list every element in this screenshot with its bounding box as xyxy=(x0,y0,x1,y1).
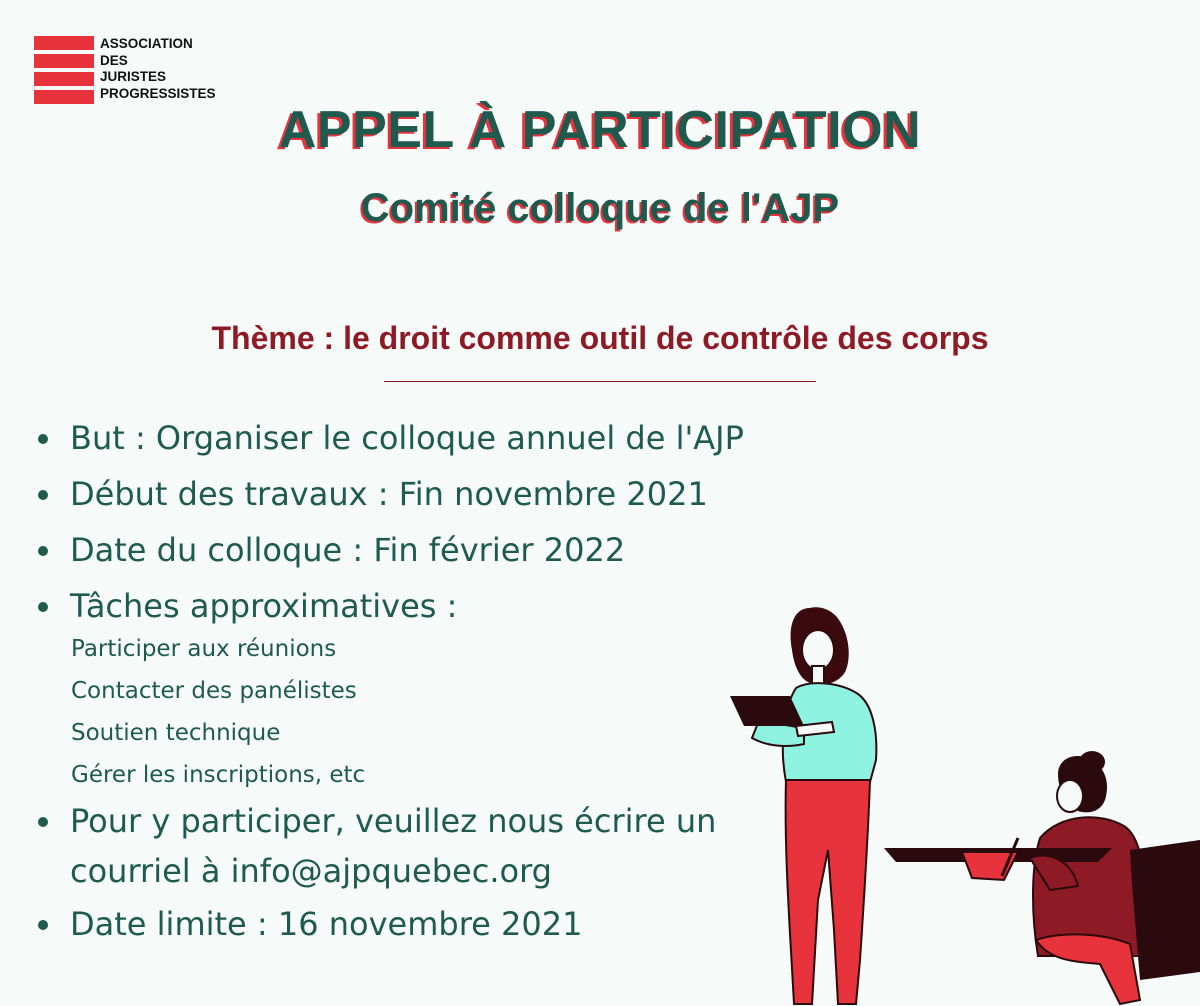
theme-heading: Thème : le droit comme outil de contrôle des corps xyxy=(211,320,989,356)
task-item: Soutien technique xyxy=(71,720,281,746)
logo-line: DES xyxy=(100,52,128,68)
contact-line-2: courriel à info@ajpquebec.org xyxy=(70,852,552,890)
standing-woman-figure xyxy=(730,607,876,1004)
task-item: Contacter des panélistes xyxy=(71,678,357,704)
deadline-item: Date limite : 16 novembre 2021 xyxy=(38,896,798,952)
logo-text xyxy=(100,36,216,102)
page-subtitle: Comité colloque de l'AJP xyxy=(360,186,840,230)
list-item: But : Organiser le colloque annuel de l'AJP xyxy=(38,410,798,466)
logo-line: ASSOCIATION xyxy=(100,36,193,51)
logo xyxy=(34,36,264,108)
info-list xyxy=(38,410,798,952)
seated-woman-figure xyxy=(884,751,1200,1004)
logo-line: PROGRESSISTES xyxy=(100,85,216,101)
divider xyxy=(384,381,816,382)
logo-line: JURISTES xyxy=(100,69,167,84)
list-item: Tâches approximatives : xyxy=(38,578,798,634)
contact-item xyxy=(38,796,798,896)
task-item: Participer aux réunions xyxy=(71,636,337,662)
page-title: APPEL À PARTICIPATION xyxy=(278,101,922,159)
task-item: Gérer les inscriptions, etc xyxy=(71,762,366,788)
logo-bars-icon xyxy=(34,36,94,108)
people-illustration xyxy=(700,600,1200,1006)
list-item: Date du colloque : Fin février 2022 xyxy=(38,522,798,578)
list-item: Début des travaux : Fin novembre 2021 xyxy=(38,466,798,522)
contact-line-1: Pour y participer, veuillez nous écrire un xyxy=(70,802,717,840)
